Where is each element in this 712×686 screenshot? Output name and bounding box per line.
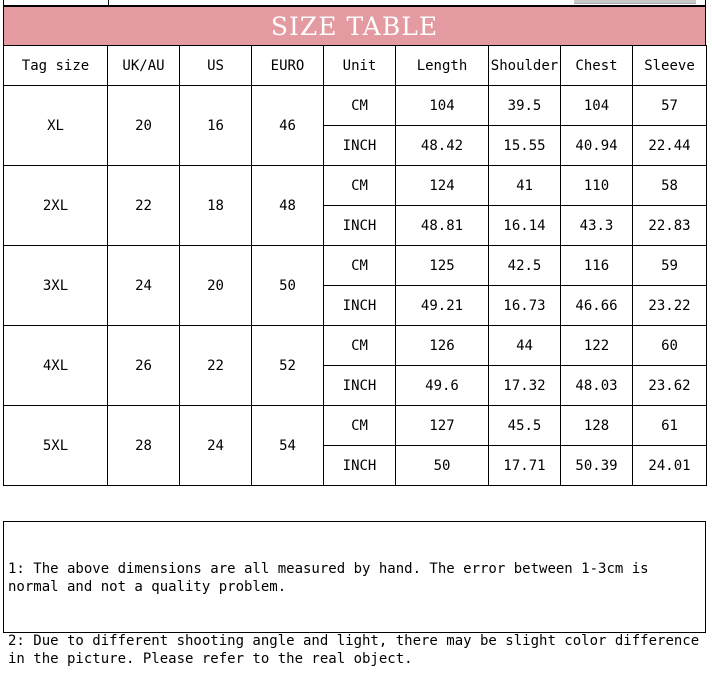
- shoulder-inch-cell: 16.14: [489, 206, 561, 246]
- unit-inch-cell: INCH: [324, 366, 396, 406]
- length-cm-cell: 124: [396, 166, 489, 206]
- length-cm-cell: 126: [396, 326, 489, 366]
- euro-cell: 50: [252, 246, 324, 326]
- uk-au-cell: 22: [108, 166, 180, 246]
- chest-cm-cell: 128: [561, 406, 633, 446]
- shoulder-inch-cell: 17.71: [489, 446, 561, 486]
- length-cm-cell: 127: [396, 406, 489, 446]
- us-cell: 18: [180, 166, 252, 246]
- note-1: 1: The above dimensions are all measured by hand. The error between 1-3cm is normal and not a quality problem.: [8, 561, 658, 595]
- table-row: [4, 406, 707, 446]
- us-cell: 16: [180, 86, 252, 166]
- euro-cell: 48: [252, 166, 324, 246]
- shoulder-inch-cell: 16.73: [489, 286, 561, 326]
- cropped-image-fragment: [574, 0, 696, 4]
- header-us: US: [180, 46, 252, 86]
- unit-cm-cell: CM: [324, 326, 396, 366]
- sleeve-cm-cell: 57: [633, 86, 707, 126]
- chest-cm-cell: 110: [561, 166, 633, 206]
- unit-cm-cell: CM: [324, 86, 396, 126]
- table-row: [4, 86, 707, 126]
- length-cm-cell: 125: [396, 246, 489, 286]
- header-length: Length: [396, 46, 489, 86]
- header-tag-size: Tag size: [4, 46, 108, 86]
- tag-size-cell: 3XL: [4, 246, 108, 326]
- sleeve-cm-cell: 60: [633, 326, 707, 366]
- length-inch-cell: 50: [396, 446, 489, 486]
- tag-size-cell: 2XL: [4, 166, 108, 246]
- sleeve-cm-cell: 59: [633, 246, 707, 286]
- uk-au-cell: 26: [108, 326, 180, 406]
- tag-size-cell: XL: [4, 86, 108, 166]
- chest-cm-cell: 116: [561, 246, 633, 286]
- uk-au-cell: 24: [108, 246, 180, 326]
- chest-inch-cell: 43.3: [561, 206, 633, 246]
- chest-inch-cell: 48.03: [561, 366, 633, 406]
- note-2: 2: Due to different shooting angle and light, there may be slight color difference in the picture. Please refer to the real object.: [8, 633, 708, 667]
- euro-cell: 46: [252, 86, 324, 166]
- chest-cm-cell: 122: [561, 326, 633, 366]
- chest-cm-cell: 104: [561, 86, 633, 126]
- us-cell: 20: [180, 246, 252, 326]
- shoulder-inch-cell: 17.32: [489, 366, 561, 406]
- chest-inch-cell: 50.39: [561, 446, 633, 486]
- us-cell: 22: [180, 326, 252, 406]
- sleeve-inch-cell: 22.44: [633, 126, 707, 166]
- shoulder-cm-cell: 39.5: [489, 86, 561, 126]
- shoulder-inch-cell: 15.55: [489, 126, 561, 166]
- length-cm-cell: 104: [396, 86, 489, 126]
- unit-inch-cell: INCH: [324, 206, 396, 246]
- length-inch-cell: 49.21: [396, 286, 489, 326]
- shoulder-cm-cell: 42.5: [489, 246, 561, 286]
- header-uk-au: UK/AU: [108, 46, 180, 86]
- uk-au-cell: 28: [108, 406, 180, 486]
- unit-inch-cell: INCH: [324, 446, 396, 486]
- sleeve-inch-cell: 23.22: [633, 286, 707, 326]
- notes-box: [3, 521, 708, 667]
- euro-cell: 54: [252, 406, 324, 486]
- uk-au-cell: 20: [108, 86, 180, 166]
- length-inch-cell: 48.81: [396, 206, 489, 246]
- unit-inch-cell: INCH: [324, 286, 396, 326]
- header-chest: Chest: [561, 46, 633, 86]
- sleeve-cm-cell: 58: [633, 166, 707, 206]
- chest-inch-cell: 46.66: [561, 286, 633, 326]
- unit-cm-cell: CM: [324, 246, 396, 286]
- euro-cell: 52: [252, 326, 324, 406]
- shoulder-cm-cell: 44: [489, 326, 561, 366]
- length-inch-cell: 48.42: [396, 126, 489, 166]
- unit-cm-cell: CM: [324, 166, 396, 206]
- unit-cm-cell: CM: [324, 406, 396, 446]
- header-unit: Unit: [324, 46, 396, 86]
- tag-size-cell: 5XL: [4, 406, 108, 486]
- header-sleeve: Sleeve: [633, 46, 707, 86]
- header-euro: EURO: [252, 46, 324, 86]
- table-row: [4, 246, 707, 286]
- sleeve-cm-cell: 61: [633, 406, 707, 446]
- table-header-row: [4, 46, 707, 86]
- length-inch-cell: 49.6: [396, 366, 489, 406]
- sleeve-inch-cell: 22.83: [633, 206, 707, 246]
- header-shoulder: Shoulder: [489, 46, 561, 86]
- sleeve-inch-cell: 23.62: [633, 366, 707, 406]
- tag-size-cell: 4XL: [4, 326, 108, 406]
- unit-inch-cell: INCH: [324, 126, 396, 166]
- table-row: [4, 166, 707, 206]
- shoulder-cm-cell: 41: [489, 166, 561, 206]
- table-row: [4, 326, 707, 366]
- sleeve-inch-cell: 24.01: [633, 446, 707, 486]
- size-table: [3, 45, 707, 486]
- chest-inch-cell: 40.94: [561, 126, 633, 166]
- size-table-title: SIZE TABLE: [3, 6, 706, 46]
- shoulder-cm-cell: 45.5: [489, 406, 561, 446]
- us-cell: 24: [180, 406, 252, 486]
